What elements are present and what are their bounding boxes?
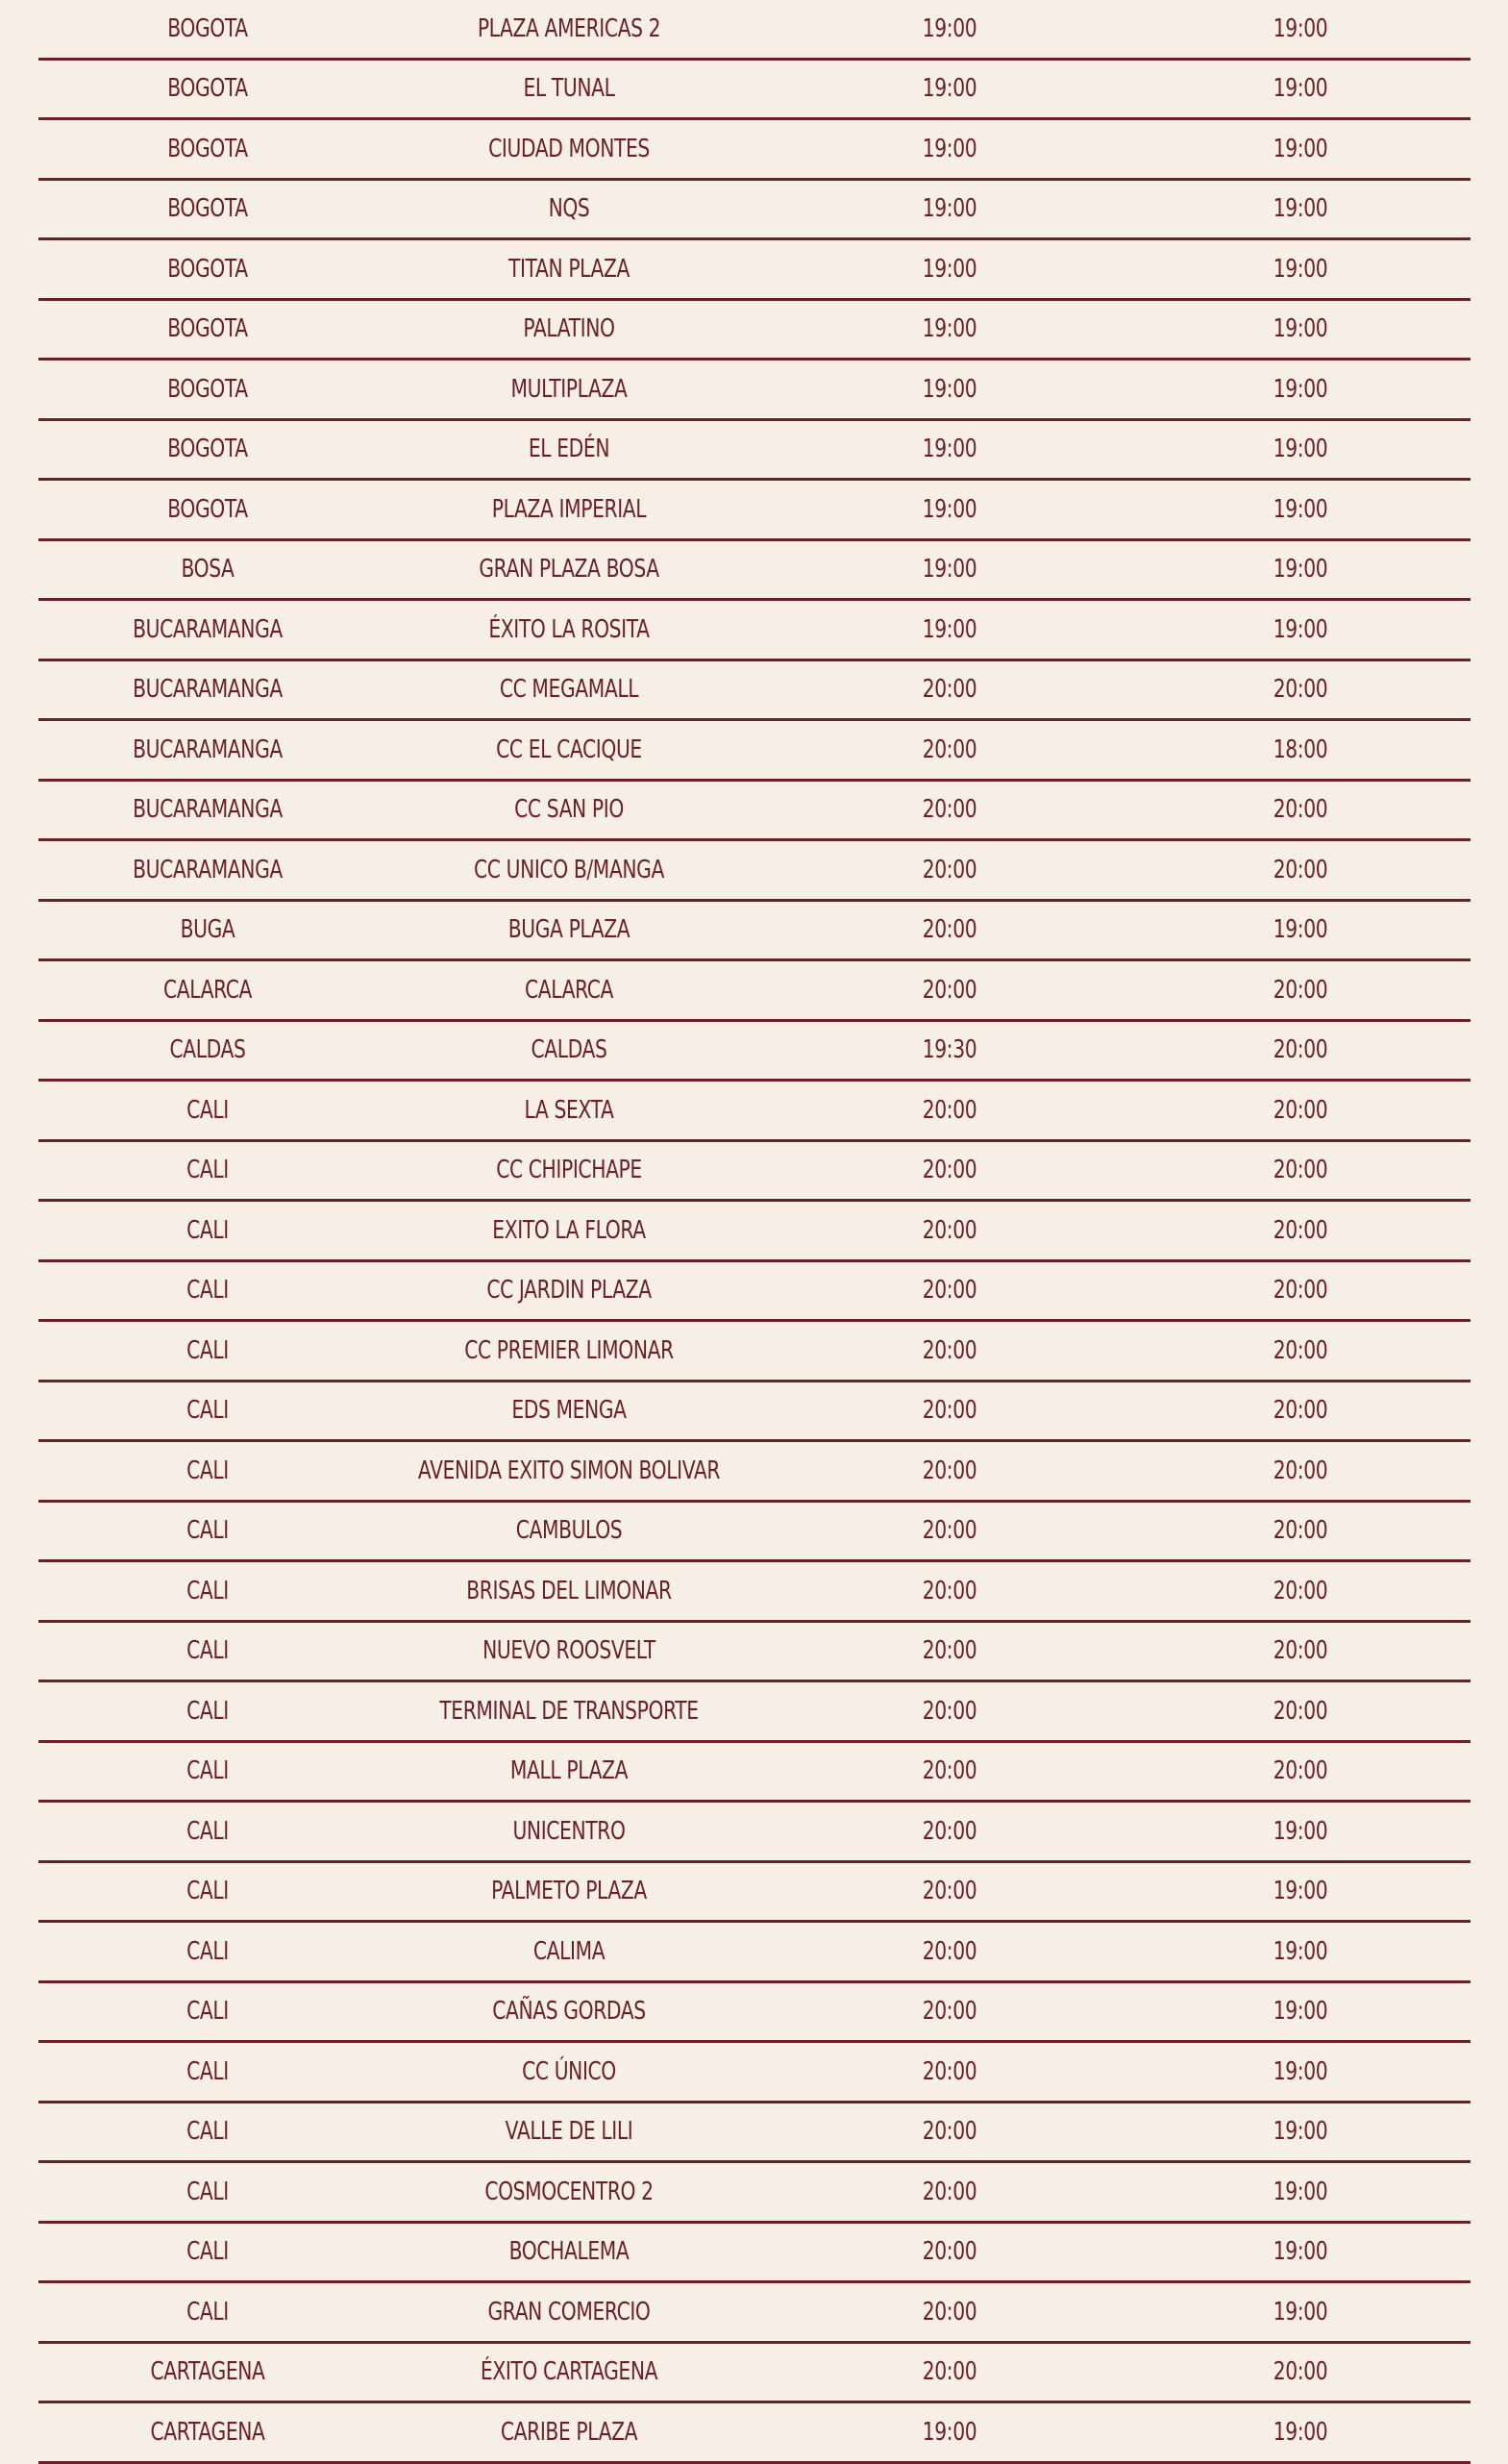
- time-cell: 19:00: [922, 314, 977, 344]
- city-cell: BOGOTA: [167, 74, 248, 104]
- time-cell: 20:00: [1273, 1396, 1328, 1426]
- time-cell: 19:00: [1273, 2056, 1328, 2086]
- time-cell: 19:00: [922, 374, 977, 404]
- city-cell: CALI: [186, 1997, 229, 2027]
- time-cell: 20:00: [922, 2297, 977, 2327]
- time-cell: 20:00: [922, 1335, 977, 1365]
- table-row: [38, 2283, 1471, 2344]
- time-cell: 20:00: [922, 1516, 977, 1546]
- table-row: [38, 120, 1471, 181]
- city-cell: CARTAGENA: [150, 2417, 265, 2447]
- city-cell: CALI: [186, 1095, 229, 1125]
- time-cell: 19:00: [1273, 194, 1328, 224]
- store-cell: CC CHIPICHAPE: [496, 1156, 642, 1185]
- time-cell: 19:00: [922, 435, 977, 464]
- time-cell: 19:00: [1273, 2297, 1328, 2327]
- city-cell: BOGOTA: [167, 254, 248, 284]
- table-row: [38, 2103, 1471, 2164]
- time-cell: 20:00: [1273, 975, 1328, 1005]
- store-cell: GRAN PLAZA BOSA: [479, 555, 659, 585]
- time-cell: 20:00: [922, 2117, 977, 2147]
- store-cell: BRISAS DEL LIMONAR: [466, 1576, 672, 1605]
- city-cell: CALI: [186, 1456, 229, 1485]
- time-cell: 20:00: [922, 1276, 977, 1306]
- table-row: [38, 841, 1471, 902]
- time-cell: 20:00: [922, 675, 977, 705]
- store-cell: VALLE DE LILI: [505, 2117, 633, 2147]
- time-cell: 20:00: [1273, 1215, 1328, 1245]
- table-row: [38, 2403, 1471, 2464]
- table-row: [38, 61, 1471, 121]
- table-row: [38, 240, 1471, 301]
- time-cell: 19:00: [1273, 134, 1328, 163]
- store-cell: NQS: [548, 194, 590, 224]
- time-cell: 20:00: [1273, 795, 1328, 825]
- time-cell: 19:00: [1273, 1816, 1328, 1846]
- store-cell: ÉXITO CARTAGENA: [480, 2357, 658, 2387]
- store-cell: CALIMA: [532, 1936, 606, 1966]
- time-cell: 20:00: [1273, 1095, 1328, 1125]
- store-cell: CC UNICO B/MANGA: [474, 855, 664, 884]
- city-cell: BUCARAMANGA: [133, 614, 283, 644]
- table-row: [38, 1382, 1471, 1443]
- time-cell: 19:00: [922, 494, 977, 524]
- table-row: [38, 541, 1471, 602]
- city-cell: CALI: [186, 1156, 229, 1185]
- time-cell: 20:00: [1273, 1636, 1328, 1666]
- store-cell: CC EL CACIQUE: [496, 734, 642, 764]
- city-cell: BUGA: [180, 915, 235, 945]
- table-row: [38, 1983, 1471, 2044]
- city-cell: CALI: [186, 1696, 229, 1726]
- time-cell: 20:00: [922, 1997, 977, 2027]
- time-cell: 20:00: [922, 2177, 977, 2206]
- time-cell: 20:00: [922, 1396, 977, 1426]
- time-cell: 19:00: [1273, 74, 1328, 104]
- city-cell: CALI: [186, 2237, 229, 2267]
- table-row: [38, 1562, 1471, 1623]
- store-cell: EL EDÉN: [528, 435, 610, 464]
- store-cell: PALMETO PLAZA: [491, 1877, 647, 1906]
- time-cell: 20:00: [922, 975, 977, 1005]
- city-cell: BOGOTA: [167, 134, 248, 163]
- table-row: [38, 1623, 1471, 1683]
- city-cell: BOGOTA: [167, 13, 248, 43]
- time-cell: 19:00: [1273, 314, 1328, 344]
- time-cell: 20:00: [1273, 1335, 1328, 1365]
- city-cell: CALI: [186, 1335, 229, 1365]
- store-cell: ÉXITO LA ROSITA: [488, 614, 650, 644]
- store-cell: MALL PLAZA: [509, 1756, 629, 1786]
- time-cell: 19:00: [922, 2417, 977, 2447]
- time-cell: 19:00: [1273, 1877, 1328, 1906]
- table-row: [38, 481, 1471, 541]
- time-cell: 20:00: [1273, 2357, 1328, 2387]
- table-row: [38, 601, 1471, 661]
- store-cell: LA SEXTA: [524, 1095, 614, 1125]
- table-row: [38, 2163, 1471, 2224]
- table-row: [38, 2224, 1471, 2284]
- city-cell: CALI: [186, 1636, 229, 1666]
- city-cell: CALI: [186, 1877, 229, 1906]
- store-cell: UNICENTRO: [512, 1816, 626, 1846]
- city-cell: CALI: [186, 1516, 229, 1546]
- table-row: [38, 2043, 1471, 2103]
- store-cell: CAÑAS GORDAS: [492, 1997, 646, 2027]
- time-cell: 19:00: [922, 13, 977, 43]
- store-cell: CALDAS: [531, 1035, 607, 1065]
- city-cell: CALI: [186, 1276, 229, 1306]
- table-row: [38, 961, 1471, 1022]
- city-cell: BOGOTA: [167, 494, 248, 524]
- table-row: [38, 1923, 1471, 1983]
- city-cell: BUCARAMANGA: [133, 795, 283, 825]
- time-cell: 20:00: [922, 1095, 977, 1125]
- time-cell: 20:00: [1273, 1456, 1328, 1485]
- time-cell: 19:00: [922, 194, 977, 224]
- store-cell: AVENIDA EXITO SIMON BOLIVAR: [417, 1456, 721, 1485]
- time-cell: 19:00: [1273, 254, 1328, 284]
- time-cell: 19:00: [1273, 614, 1328, 644]
- store-cell: CARIBE PLAZA: [500, 2417, 638, 2447]
- city-cell: CALI: [186, 1576, 229, 1605]
- store-cell: PLAZA IMPERIAL: [491, 494, 647, 524]
- time-cell: 19:00: [922, 555, 977, 585]
- city-cell: CALI: [186, 2056, 229, 2086]
- table-row: [38, 721, 1471, 782]
- store-cell: COSMOCENTRO 2: [484, 2177, 654, 2206]
- store-cell: CC JARDIN PLAZA: [486, 1276, 652, 1306]
- time-cell: 19:00: [922, 74, 977, 104]
- table-row: [38, 181, 1471, 241]
- time-cell: 19:00: [1273, 915, 1328, 945]
- time-cell: 19:00: [922, 614, 977, 644]
- store-cell: EL TUNAL: [523, 74, 615, 104]
- store-cell: PALATINO: [523, 314, 615, 344]
- time-cell: 20:00: [922, 1636, 977, 1666]
- time-cell: 20:00: [1273, 1035, 1328, 1065]
- table-row: [38, 1082, 1471, 1142]
- time-cell: 20:00: [1273, 1156, 1328, 1185]
- time-cell: 20:00: [922, 795, 977, 825]
- time-cell: 20:00: [1273, 1516, 1328, 1546]
- table-row: [38, 1202, 1471, 1262]
- time-cell: 19:00: [1273, 555, 1328, 585]
- time-cell: 19:00: [1273, 2177, 1328, 2206]
- city-cell: BOSA: [181, 555, 235, 585]
- city-cell: CALI: [186, 2297, 229, 2327]
- table-row: [38, 1863, 1471, 1924]
- store-cell: CC SAN PIO: [514, 795, 624, 825]
- store-cell: TITAN PLAZA: [507, 254, 630, 284]
- table-row: [38, 902, 1471, 962]
- time-cell: 20:00: [922, 2237, 977, 2267]
- city-cell: CALI: [186, 1936, 229, 1966]
- store-cell: CAMBULOS: [515, 1516, 623, 1546]
- time-cell: 19:00: [922, 254, 977, 284]
- store-cell: CIUDAD MONTES: [488, 134, 650, 163]
- city-cell: CARTAGENA: [150, 2357, 265, 2387]
- table-row: [38, 1503, 1471, 1563]
- city-cell: CALI: [186, 2117, 229, 2147]
- store-cell: MULTIPLAZA: [510, 374, 628, 404]
- time-cell: 19:00: [1273, 13, 1328, 43]
- time-cell: 20:00: [922, 915, 977, 945]
- store-cell: EXITO LA FLORA: [492, 1215, 646, 1245]
- time-cell: 19:00: [1273, 1936, 1328, 1966]
- city-cell: CALI: [186, 1396, 229, 1426]
- city-cell: CALDAS: [169, 1035, 246, 1065]
- time-cell: 20:00: [922, 1936, 977, 1966]
- city-cell: BOGOTA: [167, 435, 248, 464]
- city-cell: BOGOTA: [167, 314, 248, 344]
- store-cell: BOCHALEMA: [508, 2237, 630, 2267]
- table-row: [38, 1682, 1471, 1743]
- city-cell: BUCARAMANGA: [133, 734, 283, 764]
- time-cell: 20:00: [922, 1816, 977, 1846]
- store-cell: PLAZA AMERICAS 2: [477, 13, 661, 43]
- table-row: [38, 782, 1471, 842]
- time-cell: 20:00: [922, 1877, 977, 1906]
- time-cell: 19:30: [922, 1035, 977, 1065]
- time-cell: 19:00: [1273, 2117, 1328, 2147]
- time-cell: 20:00: [922, 855, 977, 884]
- table-row: [38, 1442, 1471, 1503]
- store-cell: BUGA PLAZA: [507, 915, 630, 945]
- city-cell: BOGOTA: [167, 194, 248, 224]
- time-cell: 20:00: [1273, 1276, 1328, 1306]
- store-cell: CALARCA: [524, 975, 614, 1005]
- store-cell: NUEVO ROOSVELT: [482, 1636, 655, 1666]
- time-cell: 19:00: [1273, 435, 1328, 464]
- time-cell: 20:00: [922, 1756, 977, 1786]
- table-row: [38, 1322, 1471, 1382]
- time-cell: 20:00: [1273, 675, 1328, 705]
- store-cell: EDS MENGA: [511, 1396, 627, 1426]
- store-cell: CC MEGAMALL: [499, 675, 639, 705]
- city-cell: CALARCA: [162, 975, 253, 1005]
- time-cell: 20:00: [922, 1156, 977, 1185]
- city-cell: CALI: [186, 1816, 229, 1846]
- table-row: [38, 421, 1471, 482]
- store-cell: GRAN COMERCIO: [487, 2297, 651, 2327]
- table-row: [38, 361, 1471, 421]
- time-cell: 20:00: [1273, 1696, 1328, 1726]
- city-cell: CALI: [186, 1215, 229, 1245]
- table-row: [38, 1743, 1471, 1804]
- time-cell: 20:00: [922, 1576, 977, 1605]
- time-cell: 20:00: [922, 1456, 977, 1485]
- city-cell: BOGOTA: [167, 374, 248, 404]
- time-cell: 20:00: [1273, 1576, 1328, 1605]
- time-cell: 19:00: [1273, 1997, 1328, 2027]
- store-hours-table: [38, 0, 1471, 2464]
- city-cell: CALI: [186, 1756, 229, 1786]
- time-cell: 20:00: [922, 2056, 977, 2086]
- time-cell: 19:00: [1273, 374, 1328, 404]
- time-cell: 18:00: [1273, 734, 1328, 764]
- store-cell: CC PREMIER LIMONAR: [464, 1335, 674, 1365]
- table-row: [38, 1022, 1471, 1083]
- table-row: [38, 1803, 1471, 1863]
- store-cell: CC ÚNICO: [522, 2056, 616, 2086]
- table-row: [38, 1142, 1471, 1203]
- table-row: [38, 1262, 1471, 1323]
- table-row: [38, 661, 1471, 722]
- time-cell: 20:00: [1273, 1756, 1328, 1786]
- time-cell: 20:00: [922, 734, 977, 764]
- table-row: [38, 2344, 1471, 2404]
- time-cell: 20:00: [1273, 855, 1328, 884]
- city-cell: CALI: [186, 2177, 229, 2206]
- time-cell: 19:00: [1273, 2237, 1328, 2267]
- city-cell: BUCARAMANGA: [133, 855, 283, 884]
- table-row: [38, 301, 1471, 361]
- time-cell: 20:00: [922, 1215, 977, 1245]
- store-cell: TERMINAL DE TRANSPORTE: [439, 1696, 699, 1726]
- table-row: [38, 0, 1471, 61]
- time-cell: 19:00: [1273, 494, 1328, 524]
- time-cell: 19:00: [1273, 2417, 1328, 2447]
- time-cell: 20:00: [922, 1696, 977, 1726]
- time-cell: 19:00: [922, 134, 977, 163]
- city-cell: BUCARAMANGA: [133, 675, 283, 705]
- time-cell: 20:00: [922, 2357, 977, 2387]
